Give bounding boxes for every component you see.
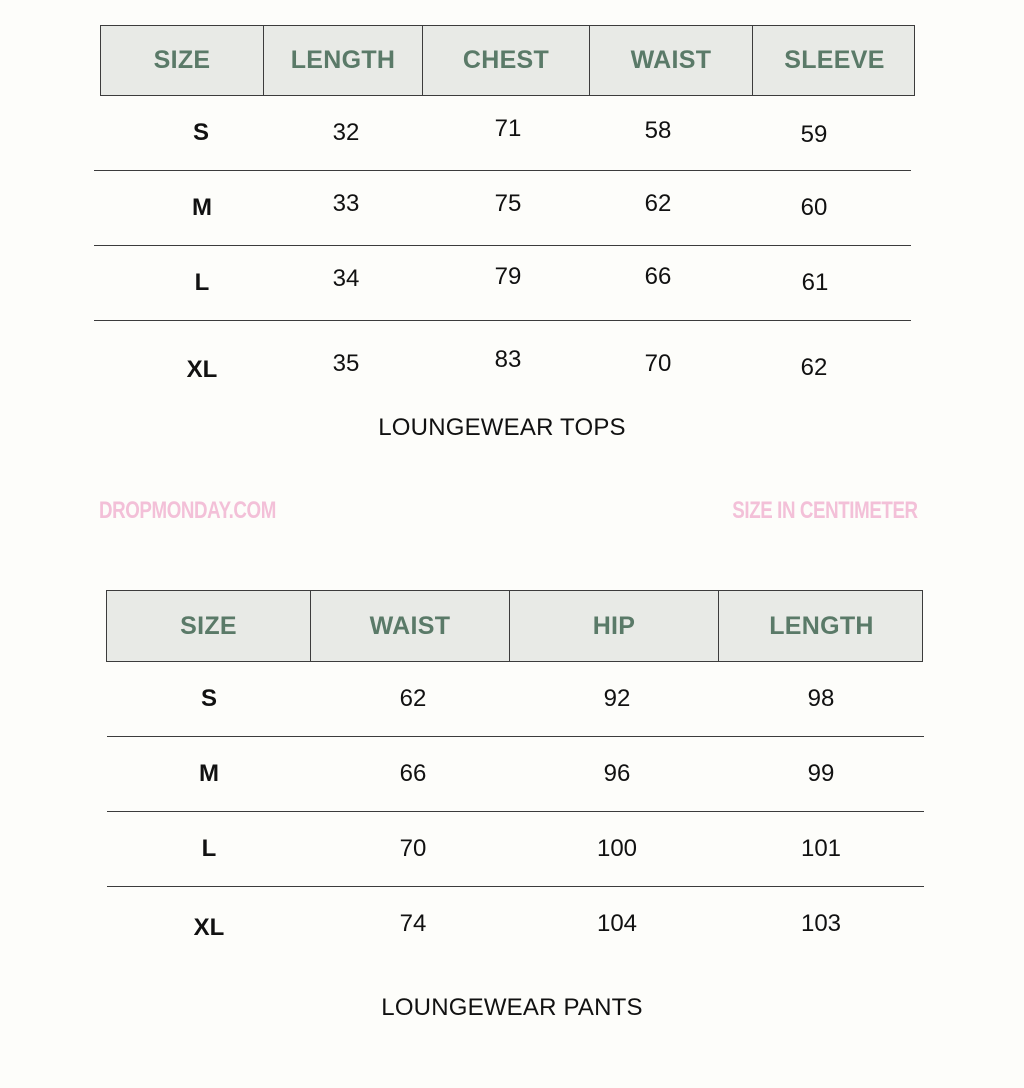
length-cell: 99 [807, 760, 835, 787]
tops-header-waist: WAIST [590, 26, 753, 95]
table-row [94, 321, 911, 395]
waist-cell: 62 [644, 190, 672, 217]
sleeve-cell: 60 [800, 194, 828, 221]
length-cell: 32 [332, 119, 360, 146]
size-cell: L [194, 269, 210, 296]
table-row [107, 737, 924, 812]
size-cell: L [201, 835, 217, 862]
pants-header-hip: HIP [510, 591, 719, 661]
waist-cell: 66 [399, 760, 427, 787]
pants-table-header [106, 590, 923, 662]
table-row [94, 171, 911, 246]
hip-cell: 92 [603, 685, 631, 712]
size-cell: XL [193, 914, 225, 941]
size-cell: S [192, 119, 209, 146]
pants-table-body [107, 662, 924, 961]
chest-cell: 83 [494, 346, 522, 373]
waist-cell: 70 [399, 835, 427, 862]
size-cell: XL [186, 356, 218, 383]
sleeve-cell: 62 [800, 354, 828, 381]
table-row [107, 887, 924, 961]
tops-table-body [94, 96, 911, 395]
pants-header-length: LENGTH [769, 611, 874, 640]
unit-note: SIZE IN CENTIMETER [732, 497, 918, 524]
pants-header-size: SIZE [107, 591, 311, 661]
table-row [107, 812, 924, 887]
size-cell: S [200, 685, 217, 712]
chest-cell: 75 [494, 190, 522, 217]
length-cell: 101 [800, 835, 842, 862]
brand-watermark: DROPMONDAY.COM [99, 497, 276, 524]
tops-caption: LOUNGEWEAR TOPS [378, 414, 626, 441]
hip-cell: 100 [596, 835, 638, 862]
hip-cell: 96 [603, 760, 631, 787]
tops-header-length: LENGTH [264, 26, 423, 95]
tops-table-header [100, 25, 915, 96]
chest-cell: 71 [494, 115, 522, 142]
waist-cell: 62 [399, 685, 427, 712]
waist-cell: 70 [644, 350, 672, 377]
waist-cell: 66 [644, 263, 672, 290]
table-row [94, 246, 911, 321]
length-cell: 98 [807, 685, 835, 712]
tops-header-size: SIZE [101, 26, 264, 95]
tops-header-sleeve: SLEEVE [784, 46, 885, 74]
size-cell: M [199, 760, 219, 787]
table-row [94, 96, 911, 171]
hip-cell: 104 [596, 910, 638, 937]
length-cell: 103 [800, 910, 842, 937]
table-row [107, 662, 924, 737]
sleeve-cell: 59 [800, 121, 828, 148]
waist-cell: 74 [399, 910, 427, 937]
size-cell: M [192, 194, 212, 221]
length-cell: 33 [332, 190, 360, 217]
waist-cell: 58 [644, 117, 672, 144]
length-cell: 35 [332, 350, 360, 377]
tops-header-chest: CHEST [423, 26, 590, 95]
length-cell: 34 [332, 265, 360, 292]
sleeve-cell: 61 [801, 269, 829, 296]
pants-header-waist: WAIST [311, 591, 510, 661]
pants-caption: LOUNGEWEAR PANTS [381, 994, 643, 1021]
chest-cell: 79 [494, 263, 522, 290]
